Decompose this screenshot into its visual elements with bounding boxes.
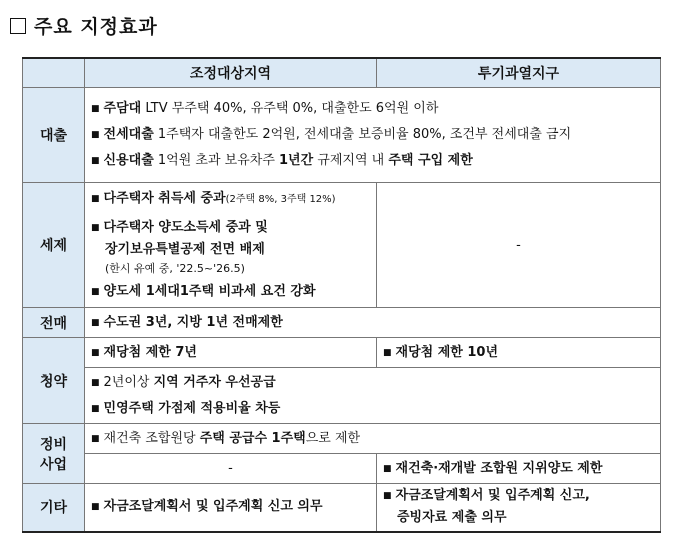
subscription-speculation (377, 338, 661, 368)
tax-item-one-house: ■ 양도세 1세대1주택 비과세 요건 강화 (91, 283, 316, 299)
bullet-square-icon: ■ (91, 156, 100, 166)
loan-item-jeonse: ■ 전세대출 1주택자 대출한도 2억원, 전세대출 보증비율 80%, 조건부 전세대출 금지 (91, 127, 572, 142)
subscription-adjustment (85, 338, 377, 368)
maintenance-common (85, 424, 661, 454)
tax-item-transfer-cont: 장기보유특별공제 전면 배제 (105, 241, 265, 257)
header-row (23, 58, 661, 88)
resale-content (85, 308, 661, 338)
category-maintenance: 정비 사업 (23, 424, 85, 484)
category-resale: 전매 (23, 308, 85, 338)
maintenance-item-transfer: ■ 재건축·재개발 조합원 지위양도 제한 (383, 460, 603, 476)
header-speculation-zone: 투기과열지구 (377, 58, 661, 88)
subscription-common (85, 368, 661, 424)
tax-item-acquisition: ■ 다주택자 취득세 중과(2주택 8%, 3주택 12%) (91, 190, 336, 206)
other-speculation (377, 484, 661, 532)
category-tax: 세제 (23, 183, 85, 308)
bullet-square-icon: ■ (91, 222, 100, 233)
bullet-square-icon: ■ (383, 463, 392, 474)
header-adjustment-area: 조정대상지역 (85, 58, 377, 88)
header-empty (23, 58, 85, 88)
row-tax (23, 183, 661, 308)
row-loan (23, 88, 661, 183)
maintenance-speculation (377, 454, 661, 484)
page-title (10, 12, 158, 39)
row-maintenance-1 (23, 424, 661, 454)
row-other (23, 484, 661, 532)
bullet-square-icon: ■ (91, 433, 100, 444)
subscription-item-rewin-7: ■ 재당첨 제한 7년 (91, 344, 197, 360)
bullet-square-icon: ■ (91, 347, 100, 358)
subscription-item-resident: ■ 2년이상 지역 거주자 우선공급 (91, 374, 276, 390)
loan-item-mortgage: ■ 주담대 LTV 무주택 40%, 유주택 0%, 대출한도 6억원 이하 (91, 101, 439, 116)
bullet-square-icon: ■ (91, 403, 100, 414)
maintenance-adjustment-empty: - (85, 454, 377, 484)
bullet-square-icon: ■ (91, 193, 100, 204)
subscription-item-rewin-10: ■ 재당첨 제한 10년 (383, 344, 499, 360)
row-maintenance-2 (23, 454, 661, 484)
tax-speculation-empty: - (377, 183, 661, 308)
bullet-square-icon: ■ (91, 130, 100, 140)
loan-content (85, 88, 661, 183)
designation-effects-table (22, 57, 661, 533)
other-item-funding: ■ 자금조달계획서 및 입주계획 신고 의무 (91, 499, 323, 515)
bullet-square-icon: ■ (91, 286, 100, 297)
category-loan: 대출 (23, 88, 85, 183)
bullet-square-icon: ■ (383, 347, 392, 358)
bullet-square-icon: ■ (91, 317, 100, 328)
other-item-funding-proof: ■ 자금조달계획서 및 입주계획 신고, (383, 488, 590, 504)
other-adjustment (85, 484, 377, 532)
bullet-square-icon: ■ (91, 377, 100, 388)
category-other: 기타 (23, 484, 85, 532)
bullet-square-icon: ■ (91, 502, 100, 513)
maintenance-item-supply: ■ 재건축 조합원당 주택 공급수 1주택으로 제한 (91, 430, 361, 446)
checkbox-square-icon (10, 18, 26, 34)
loan-item-credit: ■ 신용대출 1억원 초과 보유차주 1년간 규제지역 내 주택 구입 제한 (91, 153, 473, 168)
resale-item: ■ 수도권 3년, 지방 1년 전매제한 (91, 314, 283, 330)
tax-item-transfer-note: (한시 유예 중, '22.5~'26.5) (105, 261, 245, 275)
row-subscription-1 (23, 338, 661, 368)
other-item-funding-proof-cont: 증빙자료 제출 의무 (397, 510, 507, 526)
category-subscription: 청약 (23, 338, 85, 424)
page-title-text: 주요 지정효과 (34, 16, 158, 38)
row-resale (23, 308, 661, 338)
bullet-square-icon: ■ (383, 491, 392, 502)
tax-content (85, 183, 377, 308)
tax-item-transfer: ■ 다주택자 양도소득세 중과 및 (91, 219, 268, 235)
bullet-square-icon: ■ (91, 104, 100, 114)
row-subscription-2 (23, 368, 661, 424)
subscription-item-points: ■ 민영주택 가점제 적용비율 차등 (91, 400, 281, 416)
